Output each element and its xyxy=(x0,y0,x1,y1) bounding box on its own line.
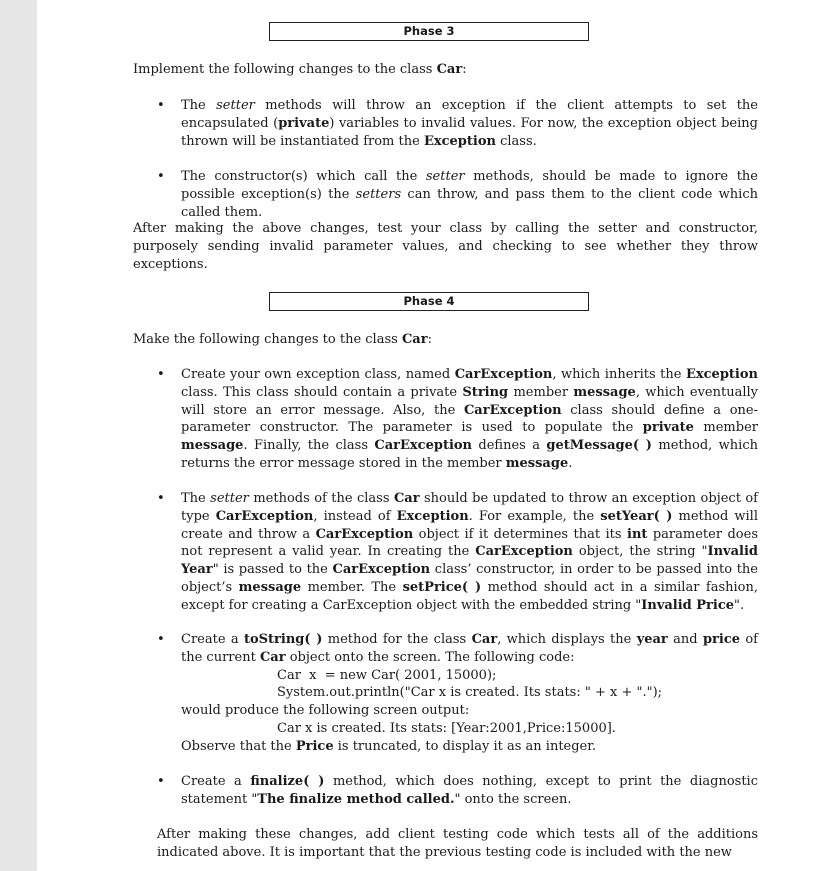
bullet-3-text: Create a toString( ) method for the class Car, which displays the year and price of the current Car object onto the screen. The following code: xyxy=(181,632,758,665)
phase3-title: Phase 3 xyxy=(269,22,589,41)
phase4-intro: Make the following changes to the class Car: xyxy=(133,332,432,347)
output-line: Car x is created. Its stats: [Year:2001,Price:15000]. xyxy=(277,720,616,736)
phase3-bullet-1: The setter methods will throw an exception if the client attempts to set the encapsulated (private) variables to invalid values. For now, the exception object being thrown will be instantiated from the Exception class. xyxy=(181,98,758,149)
phase4-bullet-4: Create a finalize( ) method, which does nothing, except to print the diagnostic statement "The finalize method called." onto the screen. xyxy=(181,774,758,807)
phase4-bullet-1: Create your own exception class, named CarException, which inherits the Exception class. This class should contain a private String member message, which eventually will store an error message. Also, the CarException class should define a one-parameter constructor. The parameter is used to populate the private member message. Finally, the class CarException defines a getMessage( ) method, which returns the error message stored in the member message. xyxy=(181,367,758,471)
bullet-dot: • xyxy=(157,632,165,647)
code-line: Car x = new Car( 2001, 15000); xyxy=(277,667,497,683)
phase4-title: Phase 4 xyxy=(269,292,589,311)
bullet-3-middle: would produce the following screen output: xyxy=(181,703,470,719)
bullet-dot: • xyxy=(157,774,165,789)
document-page xyxy=(37,0,825,871)
phase4-bullet-3 xyxy=(181,631,758,756)
code-line: System.out.println("Car x is created. Its stats: " + x + "."); xyxy=(277,685,663,701)
phase3-intro: Implement the following changes to the class Car: xyxy=(133,62,467,77)
bullet-dot: • xyxy=(157,98,165,113)
phase3-after: After making the above changes, test your class by calling the setter and constructor, purposely sending invalid parameter values, and checking to see whether they throw exceptions. xyxy=(133,221,758,272)
phase4-after: After making these changes, add client testing code which tests all of the additions indicated above. It is important that the previous testing code is included with the new xyxy=(157,827,758,860)
phase4-bullet-2: The setter methods of the class Car should be updated to throw an exception object of type CarException, instead of Exception. For example, the setYear( ) method will create and throw a CarException object if it determines that its int parameter does not represent a valid year. In creating the CarException object, the string "Invalid Year" is passed to the CarException class’ constructor, in order to be passed into the object’s message member. The setPrice( ) method should act in a similar fashion, except for creating a CarException object with the embedded string "Invalid Price". xyxy=(181,491,759,613)
bullet-dot: • xyxy=(157,169,165,184)
bullet-3-observe: Observe that the Price is truncated, to display it as an integer. xyxy=(181,738,597,754)
bullet-dot: • xyxy=(157,367,165,382)
phase3-bullet-2: The constructor(s) which call the setter methods, should be made to ignore the possible exception(s) the setters can throw, and pass them to the client code which called them. xyxy=(181,169,758,220)
bullet-dot: • xyxy=(157,491,165,506)
